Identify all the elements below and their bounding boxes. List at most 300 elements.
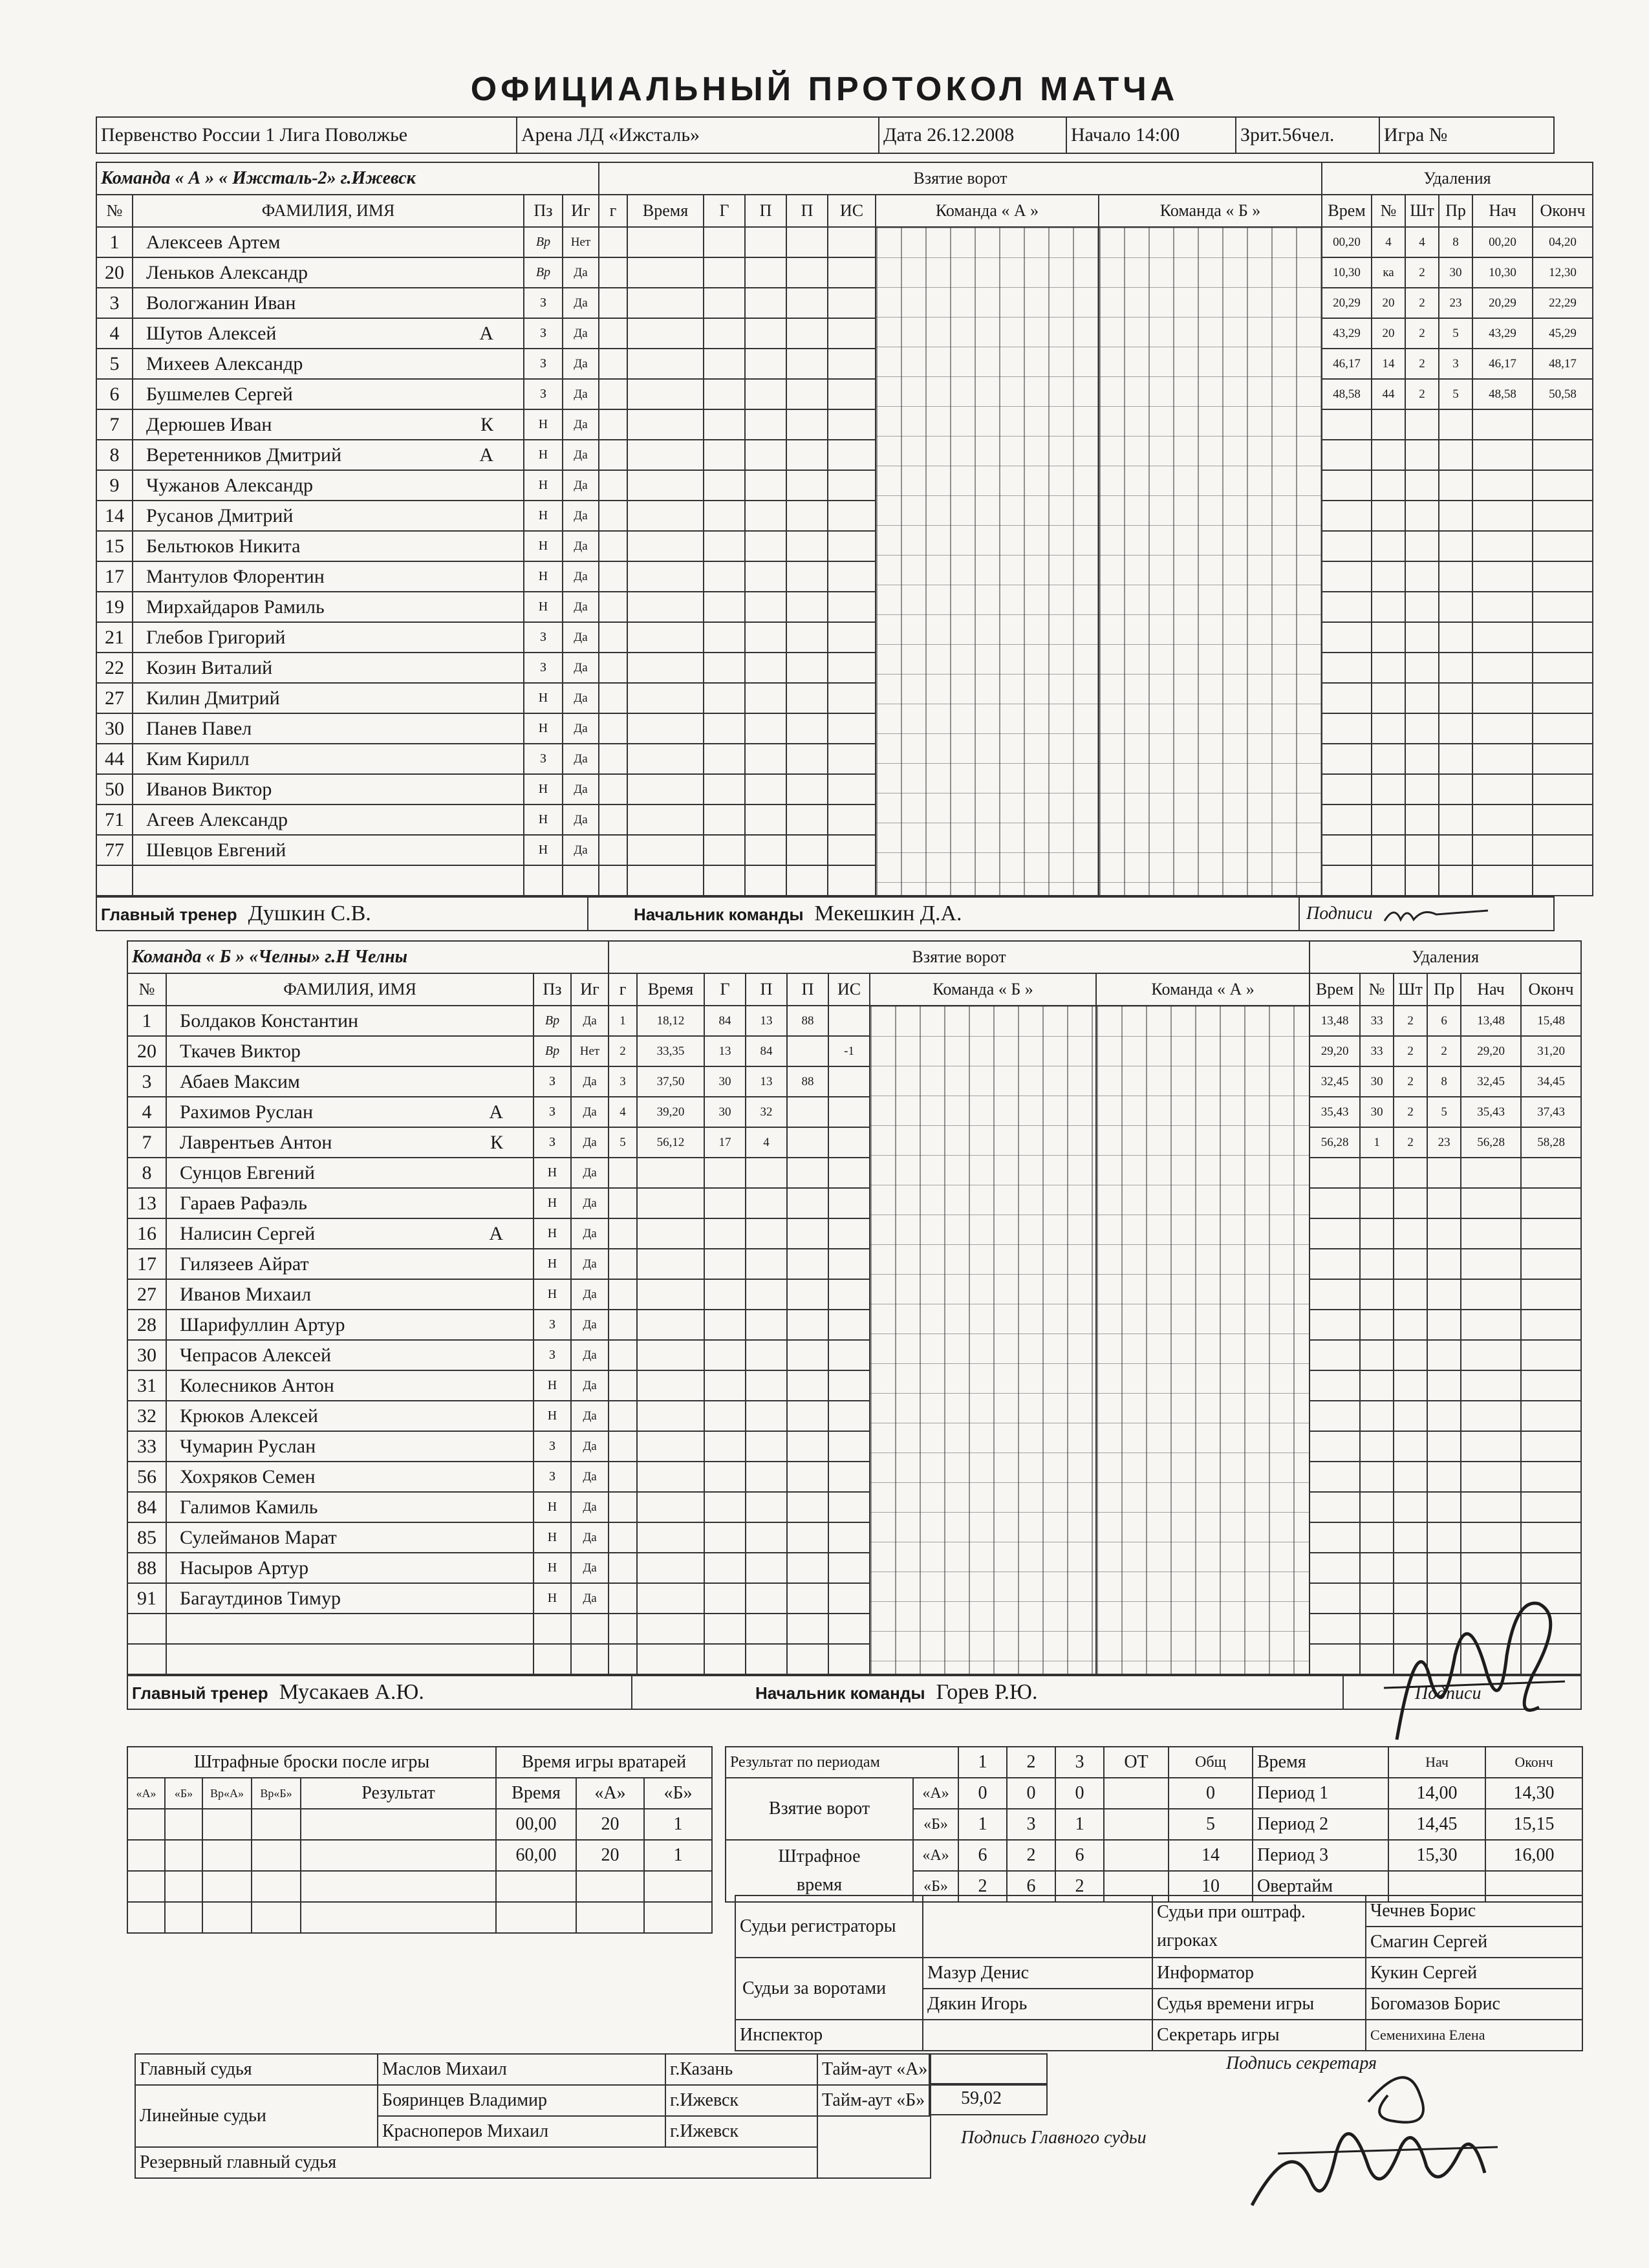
penalty-time [1310,1310,1360,1340]
player-name [166,1462,534,1492]
player-name [166,1583,534,1614]
penalty-reason [1439,865,1472,896]
player-name [133,835,524,865]
goal-assist-2 [786,227,828,257]
table-row [127,1340,1581,1370]
player-number: 16 [127,1218,166,1249]
penalty-start [1472,865,1533,896]
penalty-player [1372,592,1405,622]
goal-number: 5 [609,1127,637,1158]
goal-judges-label: Судьи за воротами [735,1958,923,2020]
table-row [127,1522,1581,1553]
penalty-player [1360,1431,1394,1462]
goal-scorer: 30 [704,1066,746,1097]
goal-time [627,683,704,713]
goal-number [599,440,627,470]
penalty-minutes: 2 [1394,1036,1427,1066]
goal-scorer [704,1553,746,1583]
goal-scorer [704,257,745,288]
penalty-time [1322,805,1372,835]
player-position: Н [534,1370,571,1401]
goal-assist-1 [745,592,786,622]
penalty-player [1372,409,1405,440]
goals-team-b: «Б» [913,1809,958,1840]
player-name [166,1431,534,1462]
head-coach-label-b: Главный тренер [132,1683,268,1703]
col-pos-b: Пз [534,973,571,1006]
penalty-reason: 5 [1439,318,1472,349]
table-row [96,379,1593,409]
line-grid-2 [1099,227,1322,896]
player-position: Вр [534,1006,571,1036]
player-position: Н [534,1522,571,1553]
arena: Арена ЛД «Ижсталь» [517,117,879,153]
goal-number [599,531,627,561]
goal-assist-1 [745,744,786,774]
player-number: 4 [96,318,133,349]
goal-assist-2 [787,1462,828,1492]
penalty-time [1322,653,1372,683]
goals-a-ot [1104,1778,1169,1809]
penalty-player [1360,1462,1394,1492]
penalty-minutes: 2 [1405,379,1439,409]
shootout-title: Штрафные броски после игры [127,1747,496,1778]
goal-scorer [704,1188,746,1218]
col-scorer-b: Г [704,973,746,1006]
player-played: Да [571,1553,609,1583]
player-number: 33 [127,1431,166,1462]
goal-assist-1 [745,713,786,744]
goal-assist-1: 13 [746,1006,787,1036]
goal-assist-2 [787,1249,828,1279]
goalie-time-time: 00,00 [496,1809,576,1840]
penalty-reason [1427,1218,1461,1249]
player-name-text: Мирхайдаров Рамиль [146,596,325,618]
goal-assist-2 [787,1097,828,1127]
goal-assist-2 [786,865,828,896]
table-row [96,683,1593,713]
penalties-header-b: Удаления [1310,941,1581,973]
goal-assist-2 [786,349,828,379]
goalie-time-table [495,1746,713,1934]
goal-strength [828,1401,870,1431]
period-label: Период 3 [1253,1840,1388,1871]
goal-strength [828,683,876,713]
penalty-time [1310,1553,1360,1583]
penalty-time [1310,1340,1360,1370]
penalty-minutes [1405,774,1439,805]
goal-number [599,470,627,501]
goal-scorer [704,774,745,805]
goalie-time-row [496,1809,712,1840]
goal-number [609,1522,637,1553]
penalty-reason: 23 [1427,1127,1461,1158]
goal-time [627,592,704,622]
goal-time [627,318,704,349]
player-position: Н [534,1218,571,1249]
period-start: 14,00 [1388,1778,1485,1809]
penalty-end [1533,865,1593,896]
penalty-end: 45,29 [1533,318,1593,349]
goal-strength [828,379,876,409]
captain-mark: А [479,444,493,466]
penalty-end [1533,774,1593,805]
player-name-text: Шарифуллин Артур [180,1313,345,1335]
goal-number [599,501,627,531]
goal-scorer [704,1492,746,1522]
penalty-minutes [1394,1218,1427,1249]
goal-strength [828,1492,870,1522]
player-name [166,1218,534,1249]
col-no-b: № [127,973,166,1006]
penalty-minutes [1394,1370,1427,1401]
penalty-start [1461,1370,1521,1401]
goal-assist-1 [746,1279,787,1310]
line-grid-1 [870,1006,1096,1674]
player-position [524,865,563,896]
penalty-minutes: 2 [1394,1006,1427,1036]
penalty-player [1372,561,1405,592]
player-played: Да [563,440,599,470]
inspector [923,2020,1152,2051]
penalty-start: 10,30 [1472,257,1533,288]
goal-number [599,318,627,349]
goals-b-p2: 3 [1007,1809,1055,1840]
referees-table [135,2053,931,2179]
goal-scorer: 30 [704,1097,746,1127]
col-pen-time-b: Врем [1310,973,1360,1006]
penalty-time [1322,470,1372,501]
penalty-start [1461,1249,1521,1279]
penalty-minutes: 2 [1394,1097,1427,1127]
pim-b-total: 10 [1169,1871,1253,1902]
goal-strength [828,1553,870,1583]
player-played [563,865,599,896]
penalties-header: Удаления [1322,162,1593,195]
match-header [96,116,1555,154]
goal-assist-1 [746,1370,787,1401]
player-position: З [524,622,563,653]
player-position: Н [534,1583,571,1614]
penalty-reason [1439,440,1472,470]
penalty-start [1461,1279,1521,1310]
player-name [166,1644,534,1674]
goal-strength [828,1188,870,1218]
penalty-player: 20 [1372,288,1405,318]
captain-mark: К [490,1131,503,1153]
team-b-head-coach: Мусакаев А.Ю. [279,1680,424,1704]
pim-team-b: «Б» [913,1871,958,1902]
table-row [127,1310,1581,1340]
table-row [96,865,1593,896]
player-position: Н [534,1279,571,1310]
goal-scorer: 84 [704,1006,746,1036]
goal-assist-2 [787,1644,828,1674]
goal-assist-1 [745,531,786,561]
penalty-time: 35,43 [1310,1097,1360,1127]
team-chief-label-b: Начальник команды [755,1683,925,1703]
goal-strength [828,622,876,653]
penalty-minutes [1405,440,1439,470]
penalty-box-judge-2: Смагин Сергей [1366,1927,1582,1958]
player-name [133,622,524,653]
player-name-text: Бушмелев Сергей [146,383,293,405]
player-number: 85 [127,1522,166,1553]
goal-time [627,349,704,379]
player-position: З [534,1431,571,1462]
player-name-text: Иванов Виктор [146,778,272,800]
penalty-time [1310,1431,1360,1462]
penalty-player [1360,1279,1394,1310]
table-row [127,1553,1581,1583]
col-strength: ИС [828,195,876,227]
penalty-minutes [1405,592,1439,622]
goal-assist-2 [787,1158,828,1188]
player-name [166,1310,534,1340]
penalty-player [1360,1158,1394,1188]
goal-number [609,1340,637,1370]
goal-assist-2 [786,744,828,774]
penalty-end [1521,1158,1581,1188]
player-position: З [534,1462,571,1492]
goal-judge-1: Мазур Денис [923,1958,1152,1989]
penalty-end [1521,1401,1581,1431]
player-number: 3 [127,1066,166,1097]
goal-scorer [704,227,745,257]
player-name [133,805,524,835]
player-number: 1 [127,1006,166,1036]
penalty-start [1472,805,1533,835]
goal-assist-2 [786,501,828,531]
table-row [127,1492,1581,1522]
team-a-section [96,162,1593,931]
goal-number [599,379,627,409]
col-goal-time: Время [627,195,704,227]
penalty-player [1372,835,1405,865]
period-start: 15,30 [1388,1840,1485,1871]
penalty-reason [1427,1401,1461,1431]
player-position [534,1644,571,1674]
player-name-text: Абаев Максим [180,1070,300,1092]
goal-scorer [704,1158,746,1188]
player-played: Да [563,805,599,835]
col-no: № [96,195,133,227]
goal-time: 37,50 [637,1066,704,1097]
col-pen-end: Оконч [1533,195,1593,227]
penalty-minutes [1405,713,1439,744]
goal-assist-2 [786,409,828,440]
goal-scorer [704,1279,746,1310]
player-position: Н [524,805,563,835]
player-played: Да [571,1462,609,1492]
player-number: 32 [127,1401,166,1431]
goal-time [627,653,704,683]
player-played: Да [563,835,599,865]
penalty-start: 46,17 [1472,349,1533,379]
player-name-text: Хохряков Семен [180,1465,316,1487]
col-team-a-lines: Команда « А » [876,195,1099,227]
player-name-text: Чумарин Руслан [180,1435,316,1457]
col-goal-no-b: г [609,973,637,1006]
game-time-label: Судья времени игры [1152,1989,1366,2020]
col-goal-no: г [599,195,627,227]
player-played: Да [563,318,599,349]
penalty-time [1322,622,1372,653]
goal-assist-2 [787,1553,828,1583]
player-name-text: Веретенников Дмитрий [146,444,342,466]
player-played: Да [563,470,599,501]
player-name [133,561,524,592]
player-name-text: Панев Павел [146,717,252,739]
goal-time [637,1462,704,1492]
penalty-minutes [1394,1310,1427,1340]
penalty-start [1461,1310,1521,1340]
timeout-b-value-box [929,2083,1048,2115]
player-name [133,683,524,713]
player-number: 27 [127,1279,166,1310]
goals-a-p2: 0 [1007,1778,1055,1809]
penalty-start: 13,48 [1461,1006,1521,1036]
player-name [133,227,524,257]
penalty-end: 50,58 [1533,379,1593,409]
shootout-col-b: «Б» [165,1778,202,1809]
team-a-staff [96,896,1555,931]
player-position: З [524,653,563,683]
goal-number [599,561,627,592]
goal-scorer [704,379,745,409]
player-number: 71 [96,805,133,835]
player-number: 9 [96,470,133,501]
player-played [571,1614,609,1644]
penalty-end [1533,501,1593,531]
penalty-end [1521,1218,1581,1249]
penalty-player [1360,1340,1394,1370]
penalty-reason [1439,622,1472,653]
player-number: 77 [96,835,133,865]
goal-assist-1 [746,1188,787,1218]
pim-a-ot [1104,1840,1169,1871]
penalty-end: 37,43 [1521,1097,1581,1127]
penalty-player [1360,1492,1394,1522]
goal-number [609,1614,637,1644]
goal-assist-1 [746,1310,787,1340]
table-row [127,1249,1581,1279]
penalty-time [1322,592,1372,622]
goalie-time-a: 20 [576,1809,644,1840]
player-name [133,288,524,318]
goal-time [627,409,704,440]
penalty-minutes: 2 [1394,1127,1427,1158]
penalty-time [1310,1401,1360,1431]
player-position: Н [524,531,563,561]
line-grid-1 [876,227,1099,896]
player-played: Да [571,1522,609,1553]
goal-number [599,683,627,713]
player-number: 5 [96,349,133,379]
penalty-end [1521,1492,1581,1522]
goal-assist-1 [745,865,786,896]
goals-header-b: Взятие ворот [609,941,1310,973]
goal-number [599,622,627,653]
pim-a-p3: 6 [1055,1840,1104,1871]
player-played: Да [571,1097,609,1127]
goal-assist-2 [787,1036,828,1066]
goal-number: 1 [609,1006,637,1036]
penalty-reason: 8 [1427,1066,1461,1097]
penalty-box-label: Судьи при оштраф. игроках [1152,1895,1366,1958]
penalty-reason [1439,835,1472,865]
player-number [96,865,133,896]
penalty-reason [1427,1492,1461,1522]
penalty-reason [1439,805,1472,835]
penalty-reason [1439,744,1472,774]
penalty-reason [1439,713,1472,744]
penalty-player [1372,440,1405,470]
document-title: ОФИЦИАЛЬНЫЙ ПРОТОКОЛ МАТЧА [470,70,1179,108]
player-number: 30 [96,713,133,744]
penalty-reason [1439,501,1472,531]
goal-strength [828,1522,870,1553]
goal-assist-2 [786,592,828,622]
goal-number [609,1279,637,1310]
game-time-judge: Богомазов Борис [1366,1989,1582,2020]
penalty-player: 4 [1372,227,1405,257]
goal-scorer [704,409,745,440]
player-number: 7 [127,1127,166,1158]
col-pen-end-b: Оконч [1521,973,1581,1006]
player-name [166,1401,534,1431]
player-played: Да [563,561,599,592]
penalty-time: 56,28 [1310,1127,1360,1158]
team-b-signature [1371,1578,1578,1753]
team-b-team-chief: Горев Р.Ю. [936,1680,1038,1704]
penalty-start [1472,622,1533,653]
player-name-text: Мантулов Флорентин [146,565,325,587]
goals-team-a: «А» [913,1778,958,1809]
penalty-start [1461,1492,1521,1522]
player-number: 20 [127,1036,166,1066]
competition: Первенство России 1 Лига Поволжье [96,117,517,153]
goal-number [599,257,627,288]
table-row [96,349,1593,379]
player-number: 91 [127,1583,166,1614]
player-position: Н [534,1492,571,1522]
penalty-start [1472,470,1533,501]
goal-time [627,622,704,653]
col-pen-start: Нач [1472,195,1533,227]
period-time-row [1253,1809,1582,1840]
goal-scorer [704,1462,746,1492]
player-name [166,1006,534,1036]
penalty-time: 29,20 [1310,1036,1360,1066]
penalty-minutes [1405,622,1439,653]
goal-time [627,470,704,501]
player-name [133,318,524,349]
penalty-time [1310,1492,1360,1522]
penalty-minutes: 2 [1405,257,1439,288]
goal-time [627,835,704,865]
player-name-text: Вологжанин Иван [146,292,296,314]
pim-team-a: «А» [913,1840,958,1871]
goal-number [599,774,627,805]
col-pen-no-b: № [1360,973,1394,1006]
goal-assist-1 [745,683,786,713]
goal-time [637,1249,704,1279]
penalty-minutes: 2 [1394,1066,1427,1097]
main-referee-label: Главный судья [135,2054,378,2085]
player-name-text: Русанов Дмитрий [146,504,294,526]
period-label: Период 1 [1253,1778,1388,1809]
